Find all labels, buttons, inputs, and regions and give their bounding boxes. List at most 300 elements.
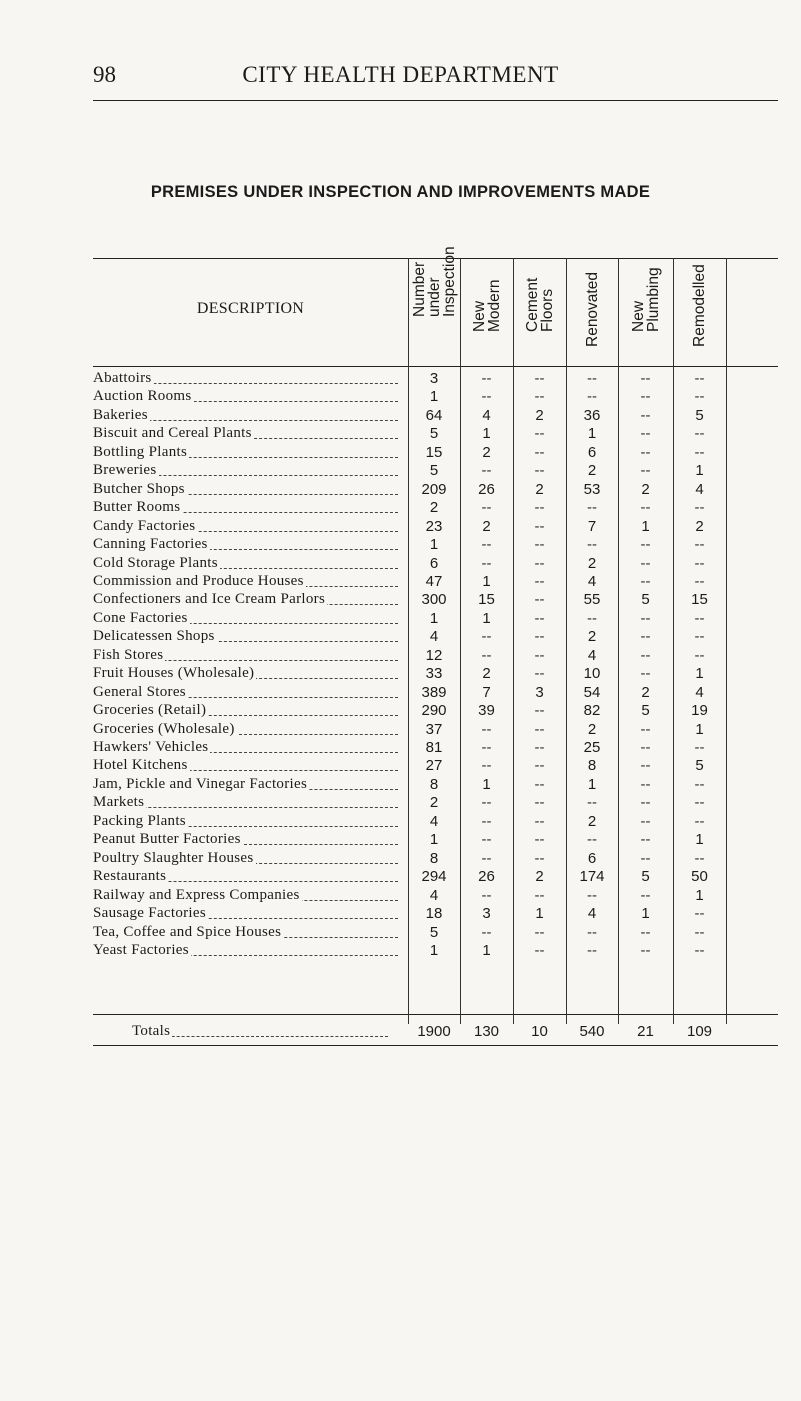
cell-cement-floors: -- xyxy=(534,757,545,775)
cell-cement-floors: -- xyxy=(534,499,545,517)
table-row xyxy=(93,702,778,720)
cell-cement-floors: -- xyxy=(534,646,545,664)
cell-cement-floors: -- xyxy=(534,849,545,867)
cell-new-modern: 1 xyxy=(482,941,491,959)
cell-new-plumbing: -- xyxy=(640,388,651,406)
row-label-text: Totals xyxy=(132,1023,171,1039)
column-header-text: New Modern xyxy=(470,279,503,332)
row-label xyxy=(93,942,398,959)
column-header-text: New Plumbing xyxy=(629,267,662,332)
cell-remodelled: -- xyxy=(694,370,705,387)
row-label-text: Abattoirs xyxy=(93,370,152,386)
row-label-text: Groceries (Retail) xyxy=(93,702,207,719)
cell-new-modern: -- xyxy=(481,886,492,904)
table-row xyxy=(93,850,778,868)
cell-remodelled: 19 xyxy=(691,702,708,720)
cell-new-modern: -- xyxy=(481,628,492,646)
cell-remodelled: -- xyxy=(694,536,705,554)
table-row xyxy=(93,831,778,849)
row-label xyxy=(93,481,398,498)
row-label-text: Yeast Factories xyxy=(93,941,189,958)
row-label-text: Poultry Slaughter Houses xyxy=(93,849,254,866)
cell-remodelled: -- xyxy=(694,775,705,793)
cell-cement-floors: -- xyxy=(534,812,545,830)
cell-renovated: 54 xyxy=(583,683,601,701)
table-row xyxy=(93,610,778,628)
cell-new-modern: -- xyxy=(481,720,492,738)
table-row xyxy=(93,591,778,609)
cell-number-under-inspection: 27 xyxy=(425,757,443,775)
cell-cement-floors: -- xyxy=(534,462,545,480)
cell-new-plumbing: -- xyxy=(640,923,651,941)
cell-new-plumbing: -- xyxy=(640,536,651,554)
cell-number-under-inspection: 64 xyxy=(425,406,443,424)
cell-new-plumbing: -- xyxy=(640,794,651,812)
row-label xyxy=(93,905,398,922)
cell-remodelled: 4 xyxy=(695,480,704,498)
table-row xyxy=(93,388,778,406)
cell-new-plumbing: -- xyxy=(640,646,651,664)
cell-remodelled: 4 xyxy=(695,683,704,701)
row-label-text: Breweries xyxy=(93,462,157,479)
row-label-text: Cone Factories xyxy=(93,609,188,626)
column-header-text: Cement Floors xyxy=(523,277,556,332)
row-label xyxy=(93,591,398,608)
cell-new-plumbing: 2 xyxy=(641,480,650,498)
cell-number-under-inspection: 294 xyxy=(421,868,447,886)
cell-number-under-inspection: 5 xyxy=(429,425,439,443)
cell-number-under-inspection: 81 xyxy=(425,739,443,756)
header-rule xyxy=(93,100,778,101)
cell-renovated: -- xyxy=(587,941,597,959)
table-row xyxy=(93,628,778,646)
cell-renovated: -- xyxy=(587,499,597,517)
cell-renovated: 6 xyxy=(587,443,597,461)
cell-new-plumbing: -- xyxy=(640,941,651,959)
page-number: 98 xyxy=(93,62,116,87)
row-label-text: Markets xyxy=(93,794,145,811)
cell-new-modern: -- xyxy=(481,831,492,849)
cell-number-under-inspection: 4 xyxy=(429,812,439,830)
cell-new-plumbing: -- xyxy=(640,665,651,683)
cell-remodelled: 1 xyxy=(695,665,704,683)
cell-cement-floors: -- xyxy=(534,591,545,609)
table-row xyxy=(93,794,778,812)
cell-number-under-inspection: 4 xyxy=(429,886,439,904)
column-header-text: Number under Inspection xyxy=(410,246,458,317)
row-label xyxy=(93,647,398,664)
running-title: CITY HEALTH DEPARTMENT xyxy=(242,62,559,87)
cell-new-modern: 3 xyxy=(482,905,491,923)
cell-number-under-inspection: 8 xyxy=(429,775,439,793)
cell-renovated: 4 xyxy=(587,572,597,590)
totals-top-rule xyxy=(93,1014,778,1015)
cell-remodelled: -- xyxy=(694,794,705,812)
cell-new-modern: 2 xyxy=(482,665,491,683)
cell-cement-floors: -- xyxy=(534,609,545,627)
cell-new-modern: -- xyxy=(481,536,492,554)
page-header xyxy=(0,62,801,90)
row-label xyxy=(93,684,398,701)
cell-number-under-inspection: 47 xyxy=(425,572,443,590)
cell-new-modern: -- xyxy=(481,646,492,664)
row-label-text: Butcher Shops xyxy=(93,480,185,497)
row-label xyxy=(93,665,398,682)
table-row xyxy=(93,924,778,942)
row-label xyxy=(93,868,398,885)
column-header-remodelled xyxy=(673,264,726,362)
totals-row xyxy=(93,1023,778,1041)
row-label xyxy=(93,388,398,405)
cell-remodelled: 1 xyxy=(695,831,704,849)
cell-cement-floors: 2 xyxy=(535,868,544,886)
cell-new-modern: -- xyxy=(481,849,492,867)
description-header: DESCRIPTION xyxy=(196,300,305,317)
cell-number-under-inspection: 1900 xyxy=(417,1023,451,1040)
cell-number-under-inspection: 6 xyxy=(429,554,439,572)
cell-new-modern: 4 xyxy=(482,406,491,424)
cell-remodelled: 109 xyxy=(686,1023,713,1040)
cell-new-modern: -- xyxy=(481,812,492,830)
cell-new-modern: 26 xyxy=(478,868,495,886)
cell-number-under-inspection: 1 xyxy=(429,609,439,627)
cell-new-modern: 1 xyxy=(482,775,491,793)
row-label-text: Packing Plants xyxy=(93,812,186,829)
cell-number-under-inspection: 33 xyxy=(425,665,443,683)
table-row xyxy=(93,370,778,388)
row-label xyxy=(93,499,398,516)
row-label xyxy=(93,370,398,387)
cell-new-plumbing: -- xyxy=(640,609,651,627)
cell-new-plumbing: -- xyxy=(640,831,651,849)
cell-number-under-inspection: 5 xyxy=(429,923,439,941)
cell-renovated: -- xyxy=(587,609,597,627)
table-row xyxy=(93,444,778,462)
column-header-number-under-inspection xyxy=(408,246,460,362)
cell-number-under-inspection: 15 xyxy=(425,443,443,461)
table-row xyxy=(93,481,778,499)
cell-number-under-inspection: 290 xyxy=(421,702,447,720)
cell-cement-floors: 10 xyxy=(531,1023,548,1040)
cell-renovated: 174 xyxy=(579,868,605,886)
table-row xyxy=(93,647,778,665)
cell-new-plumbing: -- xyxy=(640,499,651,517)
cell-renovated: 2 xyxy=(587,720,597,738)
table-title: PREMISES UNDER INSPECTION AND IMPROVEMENTS MADE xyxy=(150,183,651,201)
row-label xyxy=(93,425,398,442)
cell-renovated: -- xyxy=(587,388,597,406)
cell-remodelled: -- xyxy=(694,554,705,572)
cell-renovated: -- xyxy=(587,923,597,941)
column-header-new-plumbing xyxy=(618,264,673,362)
cell-renovated: 82 xyxy=(583,702,601,720)
cell-remodelled: 5 xyxy=(695,406,704,424)
cell-number-under-inspection: 18 xyxy=(425,905,443,923)
table-row xyxy=(93,518,778,536)
cell-remodelled: 1 xyxy=(695,886,704,904)
cell-cement-floors: 3 xyxy=(535,683,544,701)
cell-new-modern: 1 xyxy=(482,425,491,443)
cell-cement-floors: -- xyxy=(534,739,545,756)
cell-cement-floors: -- xyxy=(534,536,545,554)
cell-renovated: 2 xyxy=(587,812,597,830)
row-label xyxy=(93,702,398,719)
row-label-text: Auction Rooms xyxy=(93,388,192,405)
row-label xyxy=(93,721,398,738)
cell-new-modern: 1 xyxy=(482,572,491,590)
row-label-text: Candy Factories xyxy=(93,517,196,534)
cell-number-under-inspection: 389 xyxy=(421,683,447,701)
row-label-text: Delicatessen Shops xyxy=(93,628,215,645)
cell-remodelled: -- xyxy=(694,923,705,941)
cell-new-plumbing: 1 xyxy=(641,905,650,923)
cell-new-plumbing: -- xyxy=(640,425,651,443)
cell-new-modern: 2 xyxy=(482,443,491,461)
row-label-text: Commission and Produce Houses xyxy=(93,572,304,589)
cell-new-modern: -- xyxy=(481,794,492,812)
cell-cement-floors: -- xyxy=(534,425,545,443)
row-label xyxy=(93,850,398,867)
cell-cement-floors: -- xyxy=(534,794,545,812)
cell-renovated: -- xyxy=(587,831,597,849)
cell-new-modern: -- xyxy=(481,739,492,756)
cell-remodelled: -- xyxy=(694,941,705,959)
table-row xyxy=(93,536,778,554)
cell-new-modern: -- xyxy=(481,554,492,572)
cell-renovated: 7 xyxy=(587,517,597,535)
cell-remodelled: -- xyxy=(694,628,705,646)
row-label xyxy=(93,536,398,553)
cell-remodelled: 15 xyxy=(691,591,708,609)
cell-number-under-inspection: 1 xyxy=(429,536,439,554)
cell-cement-floors: -- xyxy=(534,572,545,590)
cell-new-plumbing: -- xyxy=(640,572,651,590)
cell-cement-floors: -- xyxy=(534,775,545,793)
cell-cement-floors: 2 xyxy=(535,406,544,424)
cell-cement-floors: -- xyxy=(534,941,545,959)
row-label xyxy=(93,628,398,645)
row-label-text: Restaurants xyxy=(93,868,167,885)
cell-renovated: 53 xyxy=(583,480,601,498)
cell-number-under-inspection: 4 xyxy=(429,628,439,646)
cell-remodelled: 5 xyxy=(695,757,704,775)
cell-new-plumbing: -- xyxy=(640,628,651,646)
cell-new-plumbing: 1 xyxy=(641,517,650,535)
row-label xyxy=(93,739,398,756)
cell-renovated: 4 xyxy=(587,646,597,664)
row-label xyxy=(93,794,398,811)
row-label-text: Canning Factories xyxy=(93,536,208,553)
cell-renovated: -- xyxy=(587,794,597,812)
row-label-text: Tea, Coffee and Spice Houses xyxy=(93,923,282,940)
cell-renovated: -- xyxy=(587,536,597,554)
cell-remodelled: 2 xyxy=(695,517,704,535)
cell-renovated: 1 xyxy=(587,425,597,443)
column-header-new-modern xyxy=(460,264,513,362)
cell-cement-floors: -- xyxy=(534,665,545,683)
table-row xyxy=(93,721,778,739)
row-label-text: Groceries (Wholesale) xyxy=(93,720,235,737)
cell-new-plumbing: -- xyxy=(640,443,651,461)
cell-renovated: 10 xyxy=(583,665,601,683)
cell-remodelled: 1 xyxy=(695,462,704,480)
cell-new-modern: 130 xyxy=(473,1023,500,1040)
cell-renovated: 36 xyxy=(583,406,601,424)
cell-remodelled: -- xyxy=(694,609,705,627)
table-bottom-rule xyxy=(93,1045,778,1046)
cell-renovated: 2 xyxy=(587,554,597,572)
row-label-text: Cold Storage Plants xyxy=(93,554,218,571)
cell-new-plumbing: -- xyxy=(640,554,651,572)
cell-new-plumbing: -- xyxy=(640,849,651,867)
cell-new-modern: -- xyxy=(481,462,492,480)
cell-renovated: 2 xyxy=(587,628,597,646)
cell-new-plumbing: -- xyxy=(640,720,651,738)
cell-renovated: -- xyxy=(587,370,597,387)
cell-renovated: 540 xyxy=(579,1023,605,1040)
column-header-text: Renovated xyxy=(583,272,601,347)
cell-cement-floors: -- xyxy=(534,628,545,646)
column-header-text: Remodelled xyxy=(691,264,708,347)
table-row xyxy=(93,462,778,480)
cell-number-under-inspection: 209 xyxy=(421,480,447,498)
cell-number-under-inspection: 2 xyxy=(429,794,439,812)
row-label xyxy=(93,555,398,572)
row-label-text: Peanut Butter Factories xyxy=(93,831,241,848)
cell-renovated: 6 xyxy=(587,849,597,867)
row-label xyxy=(93,813,398,830)
cell-new-plumbing: -- xyxy=(640,886,651,904)
row-label xyxy=(93,573,398,590)
table-row xyxy=(93,684,778,702)
cell-remodelled: -- xyxy=(694,443,705,461)
row-label-text: Bakeries xyxy=(93,406,148,423)
cell-remodelled: -- xyxy=(694,388,705,406)
row-label xyxy=(93,831,398,848)
cell-remodelled: -- xyxy=(694,646,705,664)
cell-cement-floors: -- xyxy=(534,517,545,535)
cell-new-modern: -- xyxy=(481,388,492,406)
row-label-text: Hotel Kitchens xyxy=(93,757,188,774)
cell-number-under-inspection: 1 xyxy=(429,831,439,849)
cell-renovated: 55 xyxy=(583,591,601,609)
table-row xyxy=(93,665,778,683)
cell-new-plumbing: -- xyxy=(640,370,651,387)
table-row xyxy=(93,776,778,794)
cell-cement-floors: 1 xyxy=(535,905,544,923)
cell-new-modern: 1 xyxy=(482,609,491,627)
table-row xyxy=(93,868,778,886)
cell-remodelled: -- xyxy=(694,572,705,590)
cell-new-modern: 15 xyxy=(478,591,495,609)
row-label xyxy=(93,444,398,461)
cell-renovated: 8 xyxy=(587,757,597,775)
cell-new-plumbing: -- xyxy=(640,739,651,756)
cell-new-plumbing: -- xyxy=(640,757,651,775)
cell-remodelled: -- xyxy=(694,499,705,517)
cell-new-modern: -- xyxy=(481,757,492,775)
cell-number-under-inspection: 5 xyxy=(429,462,439,480)
row-label-text: Butter Rooms xyxy=(93,499,181,516)
row-label xyxy=(93,518,398,535)
cell-cement-floors: -- xyxy=(534,702,545,720)
cell-new-modern: 7 xyxy=(482,683,491,701)
cell-remodelled: -- xyxy=(694,812,705,830)
cell-renovated: 25 xyxy=(583,739,601,756)
row-label xyxy=(93,407,398,424)
cell-renovated: -- xyxy=(587,886,597,904)
table-row xyxy=(93,905,778,923)
cell-new-plumbing: 5 xyxy=(641,702,650,720)
cell-remodelled: -- xyxy=(694,739,705,756)
cell-remodelled: -- xyxy=(694,849,705,867)
cell-number-under-inspection: 8 xyxy=(429,849,439,867)
cell-new-plumbing: -- xyxy=(640,406,651,424)
cell-cement-floors: -- xyxy=(534,388,545,406)
cell-new-modern: 2 xyxy=(482,517,491,535)
cell-new-plumbing: -- xyxy=(640,462,651,480)
cell-new-plumbing: 2 xyxy=(641,683,650,701)
cell-number-under-inspection: 37 xyxy=(425,720,443,738)
column-header-cement-floors xyxy=(513,264,566,362)
cell-remodelled: -- xyxy=(694,425,705,443)
row-label xyxy=(93,887,398,904)
table-row xyxy=(93,757,778,775)
cell-cement-floors: -- xyxy=(534,443,545,461)
table-row xyxy=(93,942,778,960)
cell-number-under-inspection: 12 xyxy=(425,646,443,664)
cell-cement-floors: -- xyxy=(534,370,545,387)
cell-number-under-inspection: 300 xyxy=(421,591,447,609)
row-label-text: Biscuit and Cereal Plants xyxy=(93,425,252,442)
row-label xyxy=(93,610,398,627)
cell-remodelled: 50 xyxy=(691,868,708,886)
table-row xyxy=(93,407,778,425)
row-label-text: Hawkers' Vehicles xyxy=(93,739,209,755)
row-label-text: Fruit Houses (Wholesale) xyxy=(93,665,255,682)
cell-cement-floors: -- xyxy=(534,923,545,941)
row-label-text: Jam, Pickle and Vinegar Factories xyxy=(93,775,308,792)
row-label-text: Sausage Factories xyxy=(93,905,206,922)
cell-number-under-inspection: 3 xyxy=(429,370,439,387)
row-label xyxy=(93,776,398,793)
header-bottom-rule xyxy=(93,366,778,367)
cell-new-modern: 39 xyxy=(478,702,495,720)
cell-new-plumbing: 21 xyxy=(637,1023,654,1040)
cell-cement-floors: -- xyxy=(534,554,545,572)
cell-number-under-inspection: 1 xyxy=(429,388,439,406)
table-row xyxy=(93,739,778,757)
row-label-text: Confectioners and Ice Cream Parlors xyxy=(93,591,326,608)
cell-renovated: 1 xyxy=(587,775,597,793)
cell-cement-floors: -- xyxy=(534,886,545,904)
row-label xyxy=(93,924,398,941)
cell-new-modern: -- xyxy=(481,499,492,517)
cell-renovated: 4 xyxy=(587,905,597,923)
cell-number-under-inspection: 2 xyxy=(429,499,439,517)
column-header-renovated xyxy=(566,264,618,362)
cell-number-under-inspection: 1 xyxy=(429,941,439,959)
row-label xyxy=(93,757,398,774)
cell-new-modern: 26 xyxy=(478,480,495,498)
cell-remodelled: 1 xyxy=(695,720,704,738)
cell-new-plumbing: 5 xyxy=(641,868,650,886)
row-label-text: Bottling Plants xyxy=(93,443,188,460)
cell-new-plumbing: 5 xyxy=(641,591,650,609)
cell-cement-floors: 2 xyxy=(535,480,544,498)
table-row xyxy=(93,425,778,443)
cell-number-under-inspection: 23 xyxy=(425,517,443,535)
